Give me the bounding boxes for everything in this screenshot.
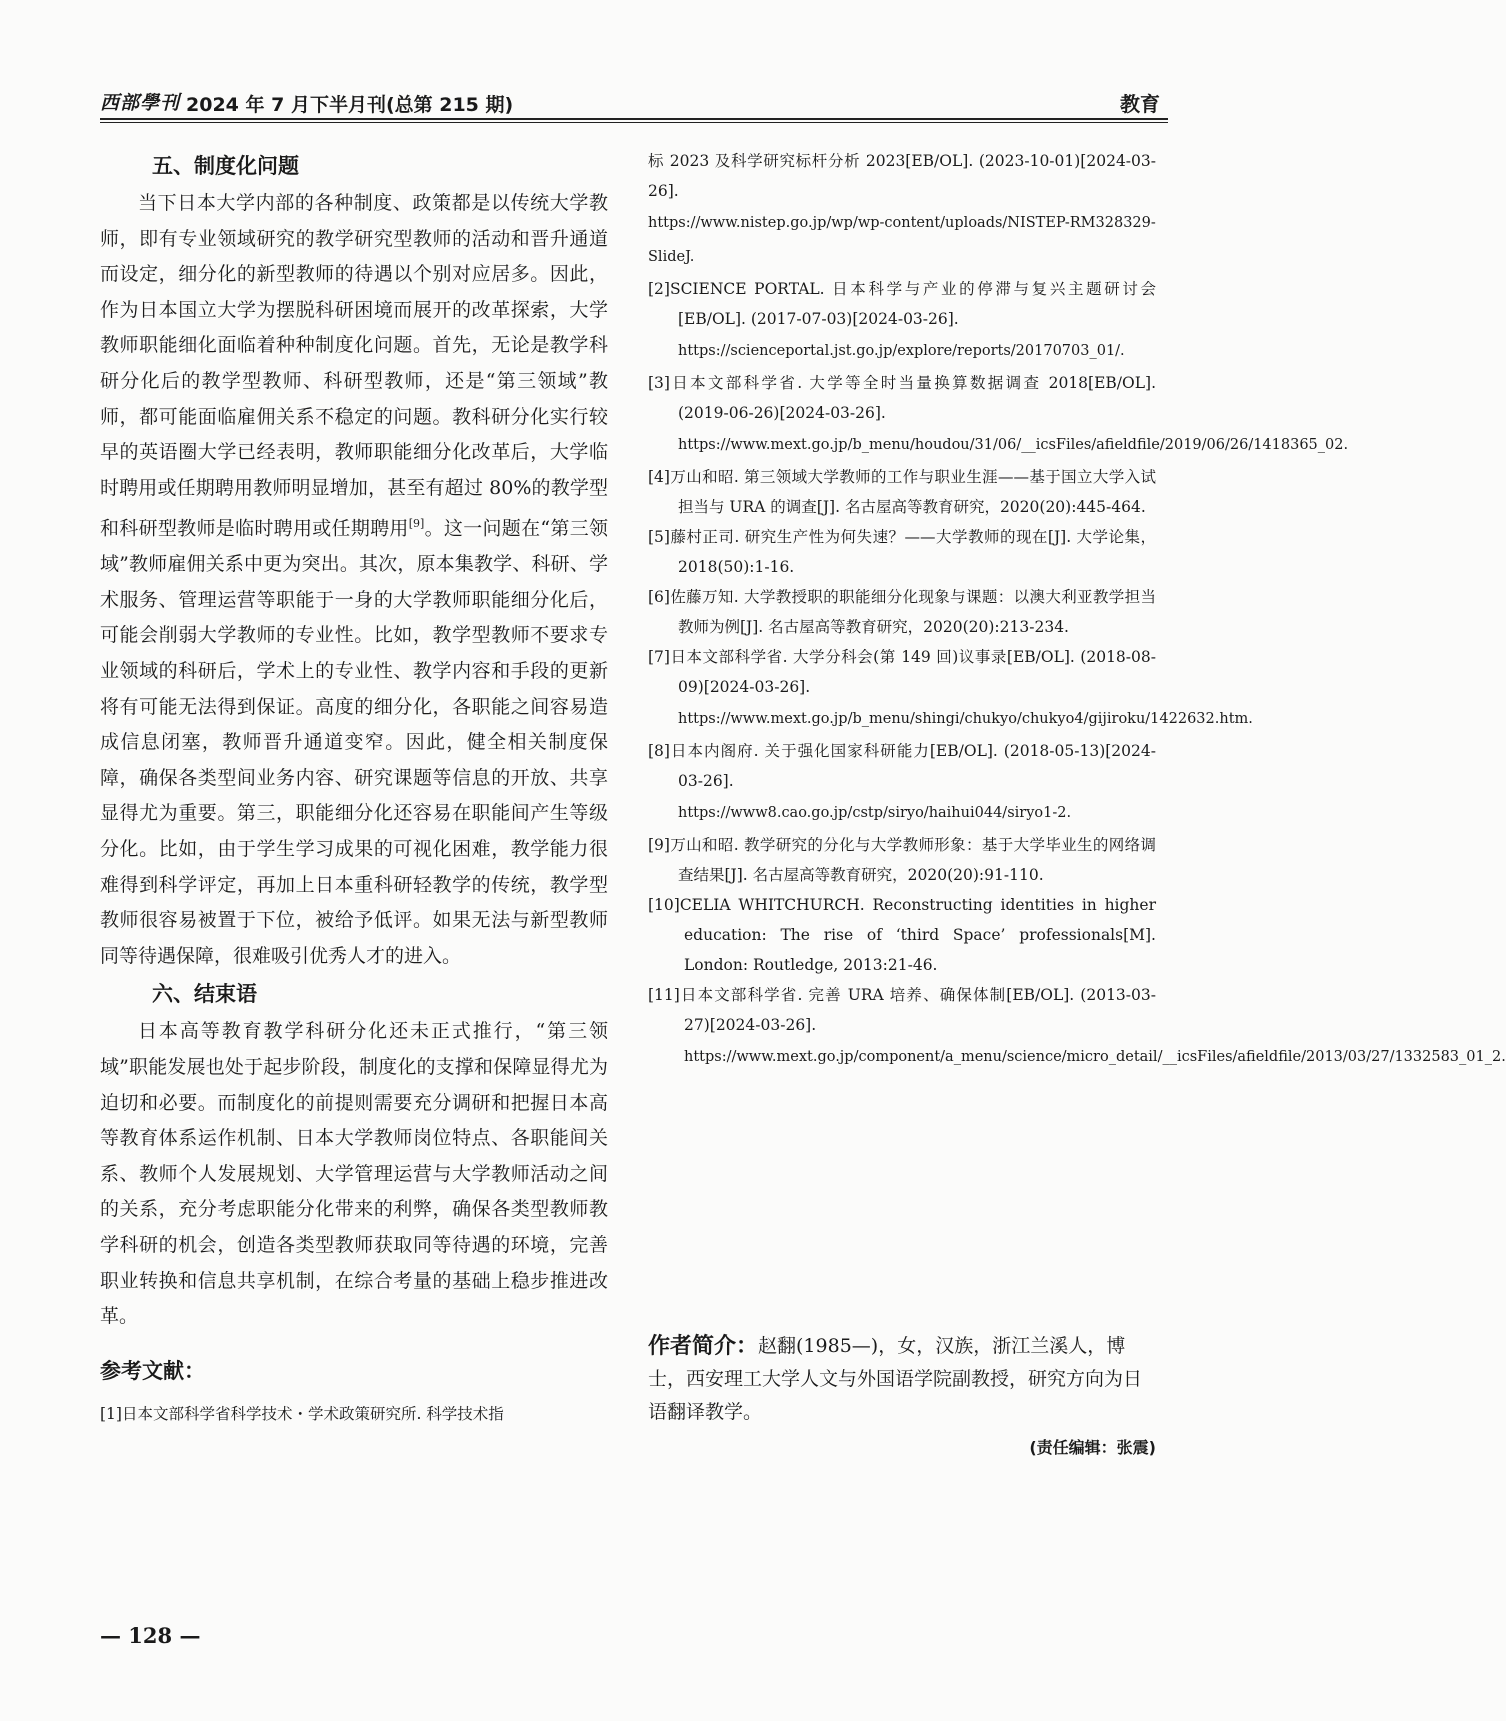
- ref-10: [10]CELIA WHITCHURCH. Reconstructing identities in higher education: The rise of ‘third Space’ professionals[M]. London: Routledge, 2013:21-46.: [648, 896, 1156, 974]
- ref-2-url: https://scienceportal.jst.go.jp/explore/reports/20170703_01/.: [678, 343, 1125, 359]
- section6-paragraph: 日本高等教育教学科研分化还未正式推行，“第三领域”职能发展也处于起步阶段，制度化的支撑和保障显得尤为迫切和必要。而制度化的前提则需要充分调研和把握日本高等教育体系运作机制、日本大学教师岗位特点、各职能间关系、教师个人发展规划、大学管理运营与大学教师活动之间的关系，充分考虑职能分化带来的利弊，确保各类型教师教学科研的机会，创造各类型教师获取同等待遇的环境，完善职业转换和信息共享机制，在综合考量的基础上稳步推进改革。: [100, 1020, 608, 1328]
- ref-7: [7]日本文部科学省. 大学分科会(第 149 回)议事录[EB/OL]. (2018-08-09)[2024-03-26]. https://www.mext.go.jp/b_menu/shingi/chukyo/chukyo4/gijiroku/1422632.htm.: [648, 642, 1156, 736]
- ref-1-url: https://www.nistep.go.jp/wp/wp-content/uploads/NISTEP-RM328329-SlideJ.: [648, 215, 1156, 265]
- citation: [9]: [408, 517, 425, 531]
- ref-5: [5]藤村正司. 研究生产性为何失速？——大学教师的现在[J]. 大学论集，2018(50):1-16.: [648, 528, 1156, 576]
- header-rule-thin: [100, 122, 1168, 123]
- issue-info: 2024 年 7 月下半月刊(总第 215 期): [186, 94, 514, 116]
- section6-title: 六、结束语: [152, 982, 257, 1007]
- author-label: 作者简介：: [648, 1334, 759, 1359]
- ref-8-url: https://www8.cao.go.jp/cstp/siryo/haihui044/siryo1-2.: [678, 805, 1072, 821]
- page-header: [100, 86, 1168, 126]
- header-rule: [100, 118, 1168, 120]
- ref-3: [3]日本文部科学省. 大学等全时当量换算数据调查 2018[EB/OL]. (2019-06-26)[2024-03-26]. https://www.mext.go.jp/b_menu/houdou/31/06/__icsFiles/afieldfile/2019/06/26/1418365_02.: [648, 368, 1156, 462]
- journal-name: 西部學刊: [100, 92, 181, 114]
- left-column: [100, 146, 608, 1429]
- ref-1-cont: 标 2023 及科学研究标杆分析 2023[EB/OL]. (2023-10-01)[2024-03-26]. https://www.nistep.go.jp/wp/wp-content/uploads/NISTEP-RM328329-SlideJ.: [648, 146, 1156, 274]
- section5-text: 当下日本大学内部的各种制度、政策都是以传统大学教师，即有专业领域研究的教学研究型教师的活动和晋升通道而设定，细分化的新型教师的待遇以个别对应居多。因此，作为日本国立大学为摆脱科研困境而展开的改革探索，大学教师职能细化面临着种种制度化问题。首先，无论是教学科研分化后的教学型教师、科研型教师，还是“第三领域”教师，都可能面临雇佣关系不稳定的问题。教科研分化实行较早的英语圈大学已经表明，教师职能细分化改革后，大学临时聘用或任期聘用教师明显增加，甚至有超过 80%的教学型和科研型教师是临时聘用或任期聘用: [100, 192, 608, 540]
- ref-2: [2]SCIENCE PORTAL. 日本科学与产业的停滞与复兴主题研讨会[EB/OL]. (2017-07-03)[2024-03-26]. https://scienceportal.jst.go.jp/explore/reports/20170703_01/.: [648, 274, 1156, 368]
- ref-11-url: https://www.mext.go.jp/component/a_menu/science/micro_detail/__icsFiles/afieldfile/2013/03/27/1332583_01_2.: [684, 1049, 1506, 1065]
- references-title: 参考文献：: [100, 1358, 205, 1383]
- editor-note: (责任编辑：张震): [1029, 1438, 1156, 1457]
- ref-11: [11]日本文部科学省. 完善 URA 培养、确保体制[EB/OL]. (2013-03-27)[2024-03-26]. https://www.mext.go.jp/component/a_menu/science/micro_detail/__icsFiles/afieldfile/2013/03/27/1332583_01_2.: [648, 980, 1156, 1074]
- page-number: — 128 —: [100, 1623, 201, 1648]
- author-text: 赵翻(1985—)，女，汉族，浙江兰溪人，博士，西安理工大学人文与外国语学院副教授，研究方向为日语翻译教学。: [648, 1335, 1143, 1423]
- section5-paragraph: [100, 186, 608, 974]
- section5-title: 五、制度化问题: [152, 154, 299, 178]
- ref-9: [9]万山和昭. 教学研究的分化与大学教师形象：基于大学毕业生的网络调查结果[J]. 名古屋高等教育研究，2020(20):91-110.: [648, 836, 1156, 884]
- ref-4: [4]万山和昭. 第三领域大学教师的工作与职业生涯——基于国立大学入试担当与 URA 的调查[J]. 名古屋高等教育研究，2020(20):445-464.: [648, 468, 1156, 516]
- author-bio: [648, 1330, 1156, 1458]
- section5-text-tail: 。这一问题在“第三领域”教师雇佣关系中更为突出。其次，原本集教学、科研、学术服务、管理运营等职能于一身的大学教师职能细分化后，可能会削弱大学教师的专业性。比如，教学型教师不要求专业领域的科研后，学术上的专业性、教学内容和手段的更新将有可能无法得到保证。高度的细分化，各职能之间容易造成信息闭塞，教师晋升通道变窄。因此，健全相关制度保障，确保各类型间业务内容、研究课题等信息的开放、共享显得尤为重要。第三，职能细分化还容易在职能间产生等级分化。比如，由于学生学习成果的可视化困难，教学能力很难得到科学评定，再加上日本重科研轻教学的传统，教学型教师很容易被置于下位，被给予低评。如果无法与新型教师同等待遇保障，很难吸引优秀人才的进入。: [100, 517, 608, 967]
- ref-6: [6]佐藤万知. 大学教授职的职能细分化现象与课题：以澳大利亚教学担当教师为例[J]. 名古屋高等教育研究，2020(20):213-234.: [648, 588, 1156, 636]
- ref-3-url: https://www.mext.go.jp/b_menu/houdou/31/06/__icsFiles/afieldfile/2019/06/26/1418365_02.: [678, 437, 1349, 453]
- ref-7-url: https://www.mext.go.jp/b_menu/shingi/chukyo/chukyo4/gijiroku/1422632.htm.: [678, 711, 1253, 727]
- ref-8: [8]日本内阁府. 关于强化国家科研能力[EB/OL]. (2018-05-13)[2024-03-26]. https://www8.cao.go.jp/cstp/siryo/haihui044/siryo1-2.: [648, 736, 1156, 830]
- section-label: 教育: [1120, 92, 1160, 116]
- right-column: [648, 146, 1506, 1074]
- ref-1-head: [1]日本文部科学省科学技术・学术政策研究所. 科学技术指: [100, 1404, 504, 1423]
